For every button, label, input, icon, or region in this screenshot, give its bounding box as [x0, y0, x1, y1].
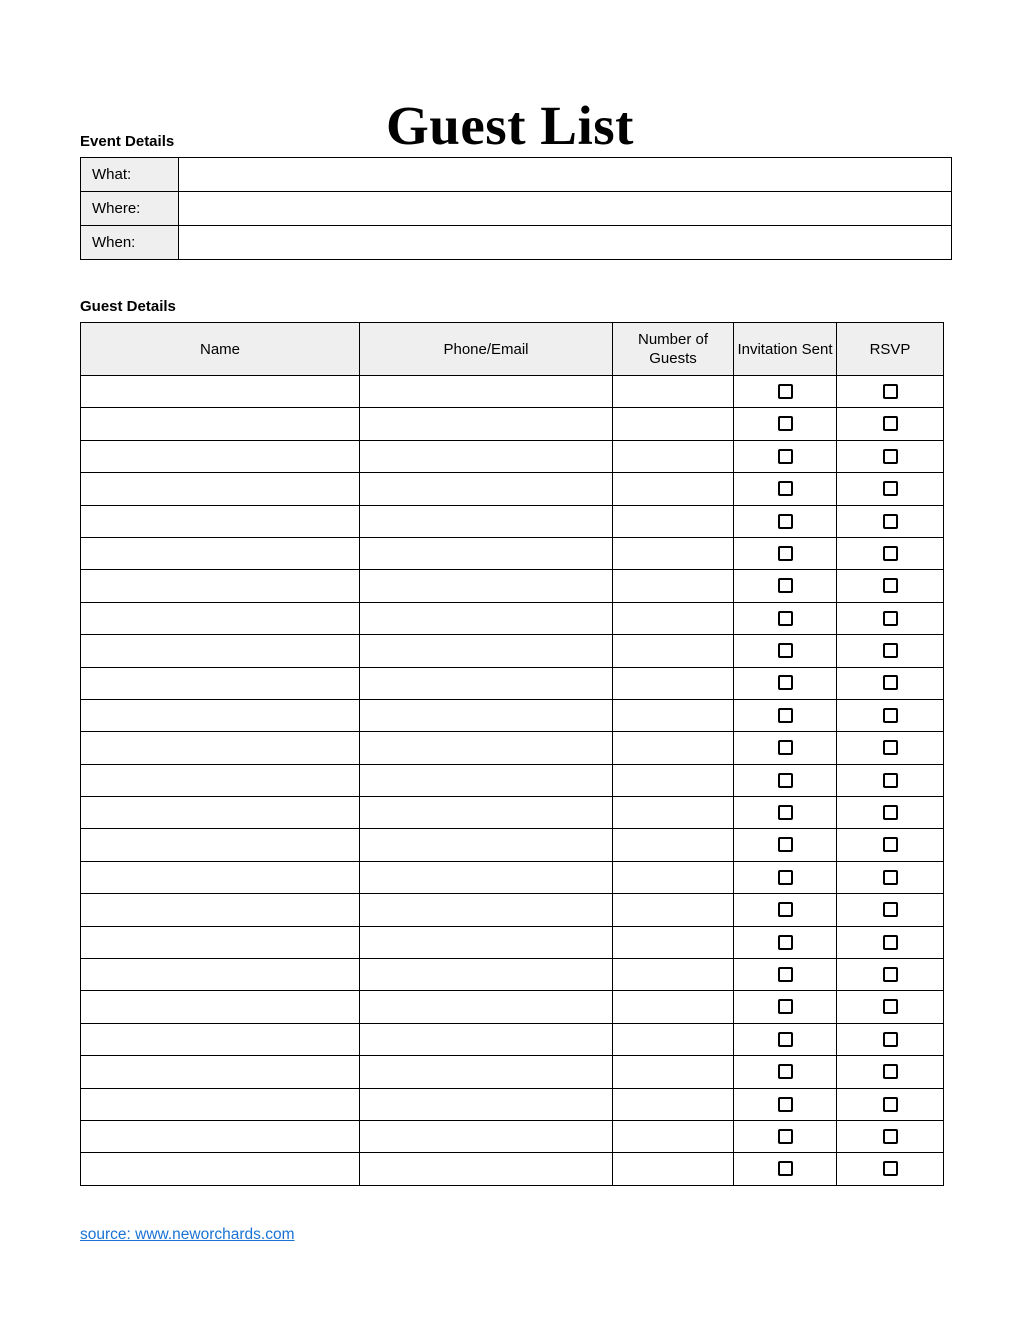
- invitation-sent-cell[interactable]: [734, 1120, 837, 1152]
- rsvp-checkbox[interactable]: [883, 416, 898, 431]
- invitation-sent-checkbox[interactable]: [778, 708, 793, 723]
- table-row: [81, 926, 944, 958]
- table-row: [81, 376, 944, 408]
- invitation-sent-cell[interactable]: [734, 797, 837, 829]
- rsvp-cell[interactable]: [837, 797, 944, 829]
- event-details-heading: Event Details: [80, 133, 175, 150]
- invitation-sent-checkbox[interactable]: [778, 935, 793, 950]
- rsvp-cell[interactable]: [837, 991, 944, 1023]
- table-row: [81, 1088, 944, 1120]
- guest-contact-cell[interactable]: [360, 699, 613, 731]
- guest-contact-cell[interactable]: [360, 861, 613, 893]
- guest-details-table: [80, 322, 944, 1186]
- rsvp-checkbox[interactable]: [883, 902, 898, 917]
- page-title: Guest List: [386, 94, 634, 156]
- invitation-sent-checkbox[interactable]: [778, 578, 793, 593]
- rsvp-checkbox[interactable]: [883, 837, 898, 852]
- invitation-sent-cell[interactable]: [734, 926, 837, 958]
- invitation-sent-checkbox[interactable]: [778, 1161, 793, 1176]
- rsvp-checkbox[interactable]: [883, 773, 898, 788]
- column-header-invitation-sent: Invitation Sent: [734, 323, 837, 376]
- table-row: [81, 1056, 944, 1088]
- rsvp-cell[interactable]: [837, 959, 944, 991]
- invitation-sent-checkbox[interactable]: [778, 384, 793, 399]
- invitation-sent-cell[interactable]: [734, 440, 837, 472]
- table-row: [81, 732, 944, 764]
- guest-count-cell[interactable]: [613, 473, 734, 505]
- rsvp-cell[interactable]: [837, 505, 944, 537]
- guest-contact-cell[interactable]: [360, 667, 613, 699]
- guest-contact-cell[interactable]: [360, 1120, 613, 1152]
- event-details-row: [81, 192, 952, 226]
- rsvp-cell[interactable]: [837, 1088, 944, 1120]
- guest-count-cell[interactable]: [613, 570, 734, 602]
- guest-name-cell[interactable]: [81, 732, 360, 764]
- guest-contact-cell[interactable]: [360, 635, 613, 667]
- column-header-number-of-guests: Number of Guests: [613, 323, 734, 376]
- table-row: [81, 602, 944, 634]
- invitation-sent-checkbox[interactable]: [778, 611, 793, 626]
- table-row: [81, 570, 944, 602]
- guest-count-cell[interactable]: [613, 959, 734, 991]
- rsvp-cell[interactable]: [837, 408, 944, 440]
- guest-contact-cell[interactable]: [360, 440, 613, 472]
- guest-contact-cell[interactable]: [360, 1153, 613, 1185]
- guest-name-cell[interactable]: [81, 570, 360, 602]
- rsvp-checkbox[interactable]: [883, 935, 898, 950]
- guest-name-cell[interactable]: [81, 473, 360, 505]
- invitation-sent-cell[interactable]: [734, 861, 837, 893]
- invitation-sent-cell[interactable]: [734, 991, 837, 1023]
- event-details-table: [80, 157, 952, 260]
- invitation-sent-checkbox[interactable]: [778, 773, 793, 788]
- table-row: [81, 797, 944, 829]
- invitation-sent-checkbox[interactable]: [778, 740, 793, 755]
- table-row: [81, 764, 944, 796]
- event-detail-input[interactable]: [179, 158, 952, 192]
- invitation-sent-checkbox[interactable]: [778, 999, 793, 1014]
- guest-count-cell[interactable]: [613, 1056, 734, 1088]
- guest-name-cell[interactable]: [81, 959, 360, 991]
- table-row: [81, 667, 944, 699]
- invitation-sent-checkbox[interactable]: [778, 837, 793, 852]
- guest-count-cell[interactable]: [613, 829, 734, 861]
- guest-name-cell[interactable]: [81, 1088, 360, 1120]
- guest-contact-cell[interactable]: [360, 602, 613, 634]
- guest-name-cell[interactable]: [81, 635, 360, 667]
- guest-count-cell[interactable]: [613, 732, 734, 764]
- rsvp-cell[interactable]: [837, 861, 944, 893]
- guest-name-cell[interactable]: [81, 991, 360, 1023]
- guest-name-cell[interactable]: [81, 894, 360, 926]
- rsvp-cell[interactable]: [837, 1023, 944, 1055]
- guest-contact-cell[interactable]: [360, 1023, 613, 1055]
- event-detail-label: When:: [81, 226, 179, 260]
- guest-contact-cell[interactable]: [360, 829, 613, 861]
- rsvp-checkbox[interactable]: [883, 1032, 898, 1047]
- invitation-sent-checkbox[interactable]: [778, 643, 793, 658]
- event-detail-input[interactable]: [179, 192, 952, 226]
- guest-contact-cell[interactable]: [360, 926, 613, 958]
- rsvp-cell[interactable]: [837, 732, 944, 764]
- rsvp-checkbox[interactable]: [883, 740, 898, 755]
- event-detail-label: What:: [81, 158, 179, 192]
- guest-count-cell[interactable]: [613, 699, 734, 731]
- guest-name-cell[interactable]: [81, 1023, 360, 1055]
- table-row: [81, 505, 944, 537]
- guest-count-cell[interactable]: [613, 991, 734, 1023]
- guest-count-cell[interactable]: [613, 861, 734, 893]
- invitation-sent-cell[interactable]: [734, 764, 837, 796]
- rsvp-checkbox[interactable]: [883, 481, 898, 496]
- invitation-sent-cell[interactable]: [734, 1153, 837, 1185]
- guest-contact-cell[interactable]: [360, 732, 613, 764]
- invitation-sent-checkbox[interactable]: [778, 1097, 793, 1112]
- invitation-sent-checkbox[interactable]: [778, 967, 793, 982]
- invitation-sent-checkbox[interactable]: [778, 1129, 793, 1144]
- invitation-sent-cell[interactable]: [734, 829, 837, 861]
- guest-name-cell[interactable]: [81, 376, 360, 408]
- rsvp-cell[interactable]: [837, 473, 944, 505]
- guest-name-cell[interactable]: [81, 602, 360, 634]
- rsvp-checkbox[interactable]: [883, 1129, 898, 1144]
- invitation-sent-cell[interactable]: [734, 667, 837, 699]
- table-row: [81, 829, 944, 861]
- table-row: [81, 635, 944, 667]
- guest-count-cell[interactable]: [613, 602, 734, 634]
- invitation-sent-cell[interactable]: [734, 602, 837, 634]
- invitation-sent-checkbox[interactable]: [778, 1064, 793, 1079]
- guest-contact-cell[interactable]: [360, 797, 613, 829]
- guest-name-cell[interactable]: [81, 1056, 360, 1088]
- rsvp-checkbox[interactable]: [883, 546, 898, 561]
- invitation-sent-cell[interactable]: [734, 570, 837, 602]
- rsvp-checkbox[interactable]: [883, 578, 898, 593]
- guest-count-cell[interactable]: [613, 376, 734, 408]
- invitation-sent-cell[interactable]: [734, 894, 837, 926]
- guest-count-cell[interactable]: [613, 797, 734, 829]
- guest-name-cell[interactable]: [81, 797, 360, 829]
- guest-contact-cell[interactable]: [360, 764, 613, 796]
- rsvp-cell[interactable]: [837, 537, 944, 569]
- rsvp-checkbox[interactable]: [883, 999, 898, 1014]
- rsvp-cell[interactable]: [837, 570, 944, 602]
- invitation-sent-checkbox[interactable]: [778, 416, 793, 431]
- table-row: [81, 473, 944, 505]
- guest-contact-cell[interactable]: [360, 959, 613, 991]
- rsvp-checkbox[interactable]: [883, 870, 898, 885]
- invitation-sent-cell[interactable]: [734, 635, 837, 667]
- rsvp-cell[interactable]: [837, 602, 944, 634]
- invitation-sent-cell[interactable]: [734, 699, 837, 731]
- guest-details-body: [81, 376, 944, 1186]
- rsvp-cell[interactable]: [837, 440, 944, 472]
- event-detail-input[interactable]: [179, 226, 952, 260]
- guest-contact-cell[interactable]: [360, 505, 613, 537]
- guest-contact-cell[interactable]: [360, 1056, 613, 1088]
- rsvp-cell[interactable]: [837, 764, 944, 796]
- invitation-sent-checkbox[interactable]: [778, 870, 793, 885]
- rsvp-cell[interactable]: [837, 635, 944, 667]
- invitation-sent-checkbox[interactable]: [778, 675, 793, 690]
- rsvp-checkbox[interactable]: [883, 1097, 898, 1112]
- guest-count-cell[interactable]: [613, 440, 734, 472]
- guest-contact-cell[interactable]: [360, 894, 613, 926]
- guest-contact-cell[interactable]: [360, 473, 613, 505]
- guest-count-cell[interactable]: [613, 1088, 734, 1120]
- table-row: [81, 959, 944, 991]
- table-row: [81, 1153, 944, 1185]
- invitation-sent-cell[interactable]: [734, 537, 837, 569]
- rsvp-checkbox[interactable]: [883, 611, 898, 626]
- guest-contact-cell[interactable]: [360, 376, 613, 408]
- source-link[interactable]: source: www.neworchards.com: [80, 1226, 295, 1243]
- guest-contact-cell[interactable]: [360, 1088, 613, 1120]
- guest-name-cell[interactable]: [81, 537, 360, 569]
- guest-name-cell[interactable]: [81, 926, 360, 958]
- invitation-sent-checkbox[interactable]: [778, 514, 793, 529]
- invitation-sent-checkbox[interactable]: [778, 805, 793, 820]
- guest-name-cell[interactable]: [81, 667, 360, 699]
- invitation-sent-cell[interactable]: [734, 1088, 837, 1120]
- guest-name-cell[interactable]: [81, 440, 360, 472]
- guest-name-cell[interactable]: [81, 829, 360, 861]
- guest-name-cell[interactable]: [81, 1153, 360, 1185]
- guest-count-cell[interactable]: [613, 505, 734, 537]
- guest-count-cell[interactable]: [613, 1153, 734, 1185]
- event-details-row: [81, 226, 952, 260]
- guest-contact-cell[interactable]: [360, 570, 613, 602]
- invitation-sent-cell[interactable]: [734, 505, 837, 537]
- invitation-sent-checkbox[interactable]: [778, 449, 793, 464]
- invitation-sent-cell[interactable]: [734, 376, 837, 408]
- rsvp-checkbox[interactable]: [883, 514, 898, 529]
- rsvp-checkbox[interactable]: [883, 708, 898, 723]
- table-row: [81, 1023, 944, 1055]
- rsvp-checkbox[interactable]: [883, 643, 898, 658]
- guest-contact-cell[interactable]: [360, 991, 613, 1023]
- invitation-sent-cell[interactable]: [734, 732, 837, 764]
- rsvp-cell[interactable]: [837, 1153, 944, 1185]
- invitation-sent-checkbox[interactable]: [778, 1032, 793, 1047]
- guest-contact-cell[interactable]: [360, 537, 613, 569]
- invitation-sent-cell[interactable]: [734, 1056, 837, 1088]
- rsvp-cell[interactable]: [837, 1120, 944, 1152]
- guest-count-cell[interactable]: [613, 408, 734, 440]
- invitation-sent-checkbox[interactable]: [778, 481, 793, 496]
- table-row: [81, 894, 944, 926]
- invitation-sent-cell[interactable]: [734, 473, 837, 505]
- rsvp-cell[interactable]: [837, 667, 944, 699]
- invitation-sent-cell[interactable]: [734, 408, 837, 440]
- table-row: [81, 1120, 944, 1152]
- invitation-sent-cell[interactable]: [734, 1023, 837, 1055]
- event-detail-label: Where:: [81, 192, 179, 226]
- table-row: [81, 537, 944, 569]
- guest-count-cell[interactable]: [613, 764, 734, 796]
- event-details-row: [81, 158, 952, 192]
- guest-name-cell[interactable]: [81, 764, 360, 796]
- column-header-rsvp: RSVP: [837, 323, 944, 376]
- rsvp-cell[interactable]: [837, 699, 944, 731]
- event-details-body: [81, 158, 952, 260]
- rsvp-checkbox[interactable]: [883, 967, 898, 982]
- guest-name-cell[interactable]: [81, 699, 360, 731]
- rsvp-cell[interactable]: [837, 829, 944, 861]
- guest-name-cell[interactable]: [81, 505, 360, 537]
- rsvp-checkbox[interactable]: [883, 449, 898, 464]
- invitation-sent-checkbox[interactable]: [778, 902, 793, 917]
- table-row: [81, 991, 944, 1023]
- table-header-row: [81, 323, 944, 376]
- guest-count-cell[interactable]: [613, 894, 734, 926]
- table-row: [81, 861, 944, 893]
- guest-count-cell[interactable]: [613, 635, 734, 667]
- rsvp-checkbox[interactable]: [883, 675, 898, 690]
- guest-count-cell[interactable]: [613, 926, 734, 958]
- guest-details-heading: Guest Details: [80, 298, 176, 315]
- guest-name-cell[interactable]: [81, 408, 360, 440]
- rsvp-checkbox[interactable]: [883, 384, 898, 399]
- rsvp-cell[interactable]: [837, 894, 944, 926]
- guest-contact-cell[interactable]: [360, 408, 613, 440]
- guest-details-header: [81, 323, 944, 376]
- invitation-sent-cell[interactable]: [734, 959, 837, 991]
- guest-count-cell[interactable]: [613, 667, 734, 699]
- rsvp-checkbox[interactable]: [883, 1064, 898, 1079]
- column-header-contact: Phone/Email: [360, 323, 613, 376]
- rsvp-cell[interactable]: [837, 1056, 944, 1088]
- rsvp-checkbox[interactable]: [883, 805, 898, 820]
- guest-count-cell[interactable]: [613, 537, 734, 569]
- guest-count-cell[interactable]: [613, 1120, 734, 1152]
- table-row: [81, 408, 944, 440]
- column-header-name: Name: [81, 323, 360, 376]
- invitation-sent-checkbox[interactable]: [778, 546, 793, 561]
- rsvp-cell[interactable]: [837, 376, 944, 408]
- table-row: [81, 440, 944, 472]
- guest-count-cell[interactable]: [613, 1023, 734, 1055]
- table-row: [81, 699, 944, 731]
- guest-name-cell[interactable]: [81, 1120, 360, 1152]
- rsvp-checkbox[interactable]: [883, 1161, 898, 1176]
- guest-name-cell[interactable]: [81, 861, 360, 893]
- rsvp-cell[interactable]: [837, 926, 944, 958]
